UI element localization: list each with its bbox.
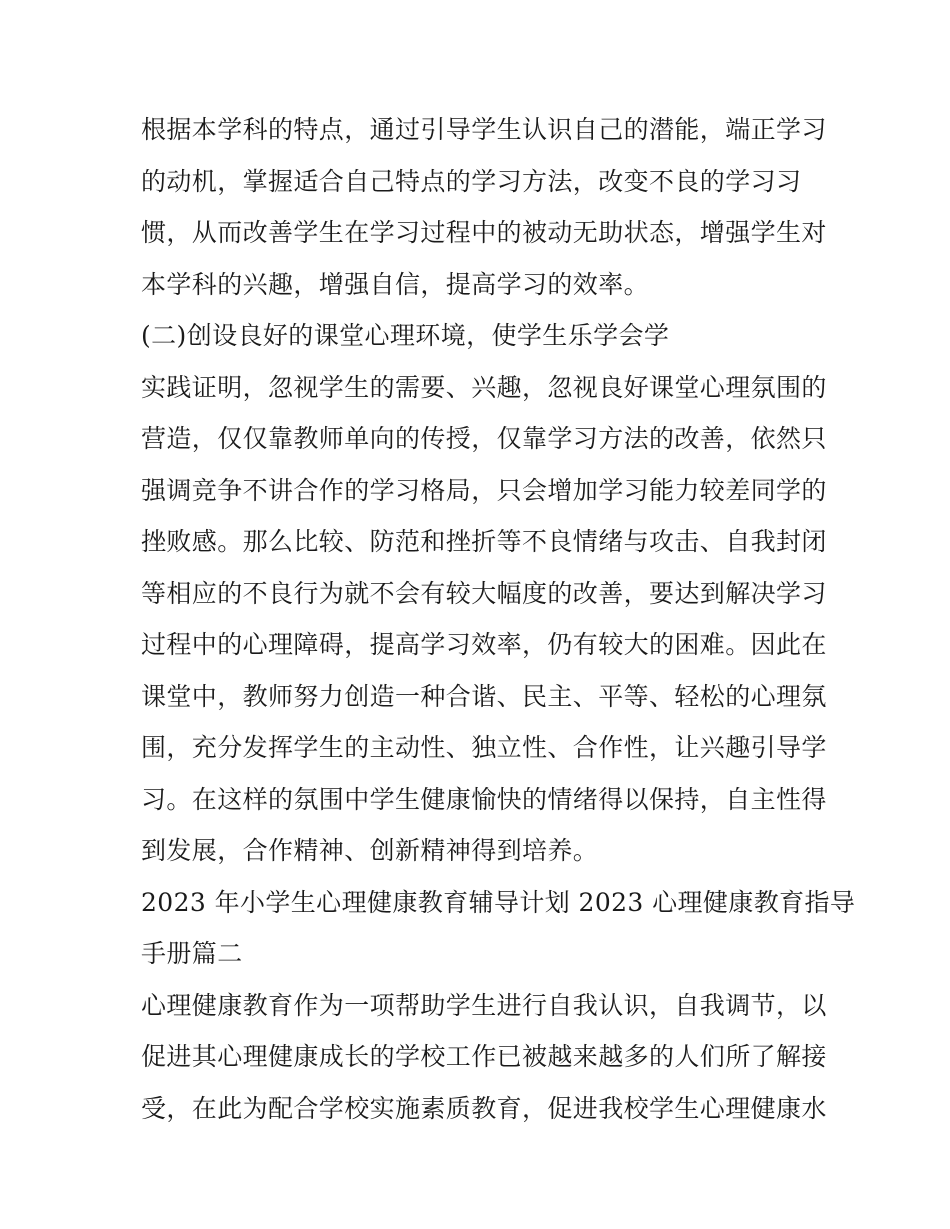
text-line: 强调竞争不讲合作的学习格局，只会增加学习能力较差同学的 (141, 475, 827, 505)
section-heading: (二)创设良好的课堂心理环境，使学生乐学会学 (141, 321, 670, 350)
article-title-line: 手册篇二 (141, 939, 243, 968)
text-line: 根据本学科的特点，通过引导学生认识自己的潜能，端正学习 (141, 115, 827, 144)
text-line: 受，在此为配合学校实施素质教育，促进我校学生心理健康水 (141, 1093, 827, 1123)
text-line: 促进其心理健康成长的学校工作已被越来越多的人们所了解接 (141, 1042, 827, 1071)
text-line: 挫败感。那么比较、防范和挫折等不良情绪与攻击、自我封闭 (141, 527, 827, 556)
text-line: 到发展，合作精神、创新精神得到培养。 (141, 836, 599, 865)
document-body (141, 104, 856, 1134)
text-line: 等相应的不良行为就不会有较大幅度的改善，要达到解决学习 (141, 578, 827, 608)
text-line: 实践证明，忽视学生的需要、兴趣，忽视良好课堂心理氛围的 (141, 372, 827, 402)
article-title-line: 2023 年小学生心理健康教育辅导计划 2023 心理健康教育指导 (141, 887, 856, 917)
text-line: 过程中的心理障碍，提高学习效率，仍有较大的困难。因此在 (141, 630, 827, 659)
text-line: 心理健康教育作为一项帮助学生进行自我认识，自我调节，以 (141, 990, 827, 1020)
text-line: 的动机，掌握适合自己特点的学习方法，改变不良的学习习 (141, 166, 802, 196)
text-line: 本学科的兴趣，增强自信，提高学习的效率。 (141, 269, 650, 299)
text-line: 习。在这样的氛围中学生健康愉快的情绪得以保持，自主性得 (141, 784, 827, 814)
text-line: 课堂中，教师努力创造一种合谐、民主、平等、轻松的心理氛 (141, 681, 827, 711)
text-line: 围，充分发挥学生的主动性、独立性、合作性，让兴趣引导学 (141, 733, 827, 762)
text-line: 营造，仅仅靠教师单向的传授，仅靠学习方法的改善，依然只 (141, 424, 827, 453)
text-line: 惯，从而改善学生在学习过程中的被动无助状态，增强学生对 (141, 218, 827, 247)
